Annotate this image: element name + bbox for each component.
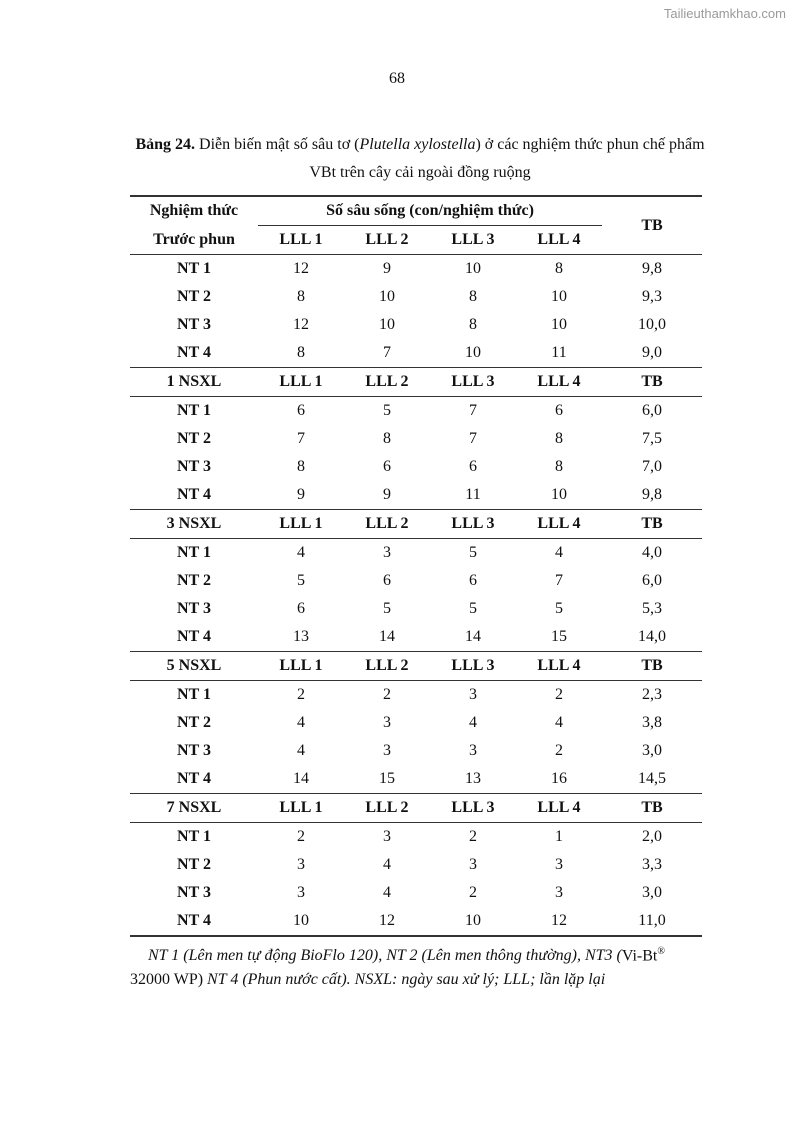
value-cell: 13 — [465, 770, 481, 787]
column-header: LLL 2 — [344, 368, 430, 397]
table-row — [130, 425, 702, 453]
mean-cell: 7,5 — [642, 430, 662, 447]
value-cell: 6 — [555, 402, 563, 419]
value-cell: 15 — [379, 770, 395, 787]
value-cell: 7 — [297, 430, 305, 447]
value-cell: 2 — [555, 742, 563, 759]
table-row — [130, 283, 702, 311]
value-cell: 5 — [383, 600, 391, 617]
value-cell: 10 — [465, 912, 481, 929]
value-cell: 3 — [383, 544, 391, 561]
value-cell: 14 — [465, 628, 481, 645]
mean-cell: 2,0 — [642, 828, 662, 845]
value-cell: 2 — [297, 828, 305, 845]
column-header: LLL 1 — [258, 226, 344, 255]
column-header: LLL 4 — [516, 652, 602, 681]
table-row — [130, 567, 702, 595]
treatment-cell: NT 2 — [177, 288, 211, 305]
value-cell: 10 — [379, 288, 395, 305]
column-header: LLL 4 — [516, 226, 602, 255]
mean-cell: 2,3 — [642, 686, 662, 703]
column-header: LLL 1 — [258, 368, 344, 397]
table-row — [130, 595, 702, 623]
value-cell: 3 — [555, 884, 563, 901]
column-header: LLL 1 — [258, 510, 344, 539]
treatment-cell: NT 1 — [177, 686, 211, 703]
mean-cell: 10,0 — [638, 316, 666, 333]
caption-label: Bảng 24. — [135, 136, 196, 153]
footnote-part-4: NT 4 (Phun nước cất). NSXL: ngày sau xử lý; LLL; lần lặp lại — [203, 971, 606, 989]
column-header: LLL 2 — [344, 652, 430, 681]
mean-cell: 14,0 — [638, 628, 666, 645]
treatment-cell: NT 4 — [177, 628, 211, 645]
value-cell: 8 — [383, 430, 391, 447]
table-row — [130, 255, 702, 284]
caption-text-after: ) ở các nghiệm thức phun chế phẩm VBt trên cây cải ngoài đồng ruộng — [309, 136, 705, 181]
value-cell: 3 — [469, 686, 477, 703]
value-cell: 13 — [293, 628, 309, 645]
value-cell: 3 — [383, 742, 391, 759]
header-tb: TB — [602, 196, 702, 255]
treatment-cell: NT 4 — [177, 344, 211, 361]
mean-cell: 5,3 — [642, 600, 662, 617]
value-cell: 5 — [555, 600, 563, 617]
treatment-cell: NT 4 — [177, 486, 211, 503]
value-cell: 10 — [379, 316, 395, 333]
value-cell: 5 — [297, 572, 305, 589]
treatment-cell: NT 3 — [177, 458, 211, 475]
mean-cell: 3,0 — [642, 884, 662, 901]
value-cell: 5 — [383, 402, 391, 419]
section-header-row — [130, 794, 702, 823]
value-cell: 12 — [293, 316, 309, 333]
footnote-sup: ® — [657, 946, 665, 957]
value-cell: 2 — [383, 686, 391, 703]
value-cell: 12 — [551, 912, 567, 929]
section-header-row — [130, 368, 702, 397]
footnote — [130, 940, 730, 992]
column-header: LLL 4 — [516, 794, 602, 823]
table-row — [130, 339, 702, 368]
value-cell: 4 — [383, 884, 391, 901]
section-label: 3 NSXL — [130, 510, 258, 539]
treatment-cell: NT 3 — [177, 600, 211, 617]
column-header: LLL 3 — [430, 794, 516, 823]
value-cell: 5 — [469, 600, 477, 617]
table-row — [130, 851, 702, 879]
section-header-row — [130, 510, 702, 539]
column-header: LLL 4 — [516, 510, 602, 539]
column-header: LLL 2 — [344, 510, 430, 539]
treatment-cell: NT 3 — [177, 316, 211, 333]
table-row — [130, 397, 702, 426]
treatment-cell: NT 1 — [177, 544, 211, 561]
value-cell: 6 — [469, 458, 477, 475]
watermark: Tailieuthamkhao.com — [663, 6, 786, 21]
value-cell: 11 — [551, 344, 567, 361]
page-number: 68 — [389, 70, 405, 87]
value-cell: 6 — [383, 458, 391, 475]
value-cell: 4 — [297, 742, 305, 759]
value-cell: 3 — [297, 856, 305, 873]
data-table — [130, 195, 702, 937]
table-row — [130, 879, 702, 907]
value-cell: 3 — [383, 714, 391, 731]
mean-cell: 3,8 — [642, 714, 662, 731]
mean-cell: 9,8 — [642, 486, 662, 503]
table-row — [130, 311, 702, 339]
column-header-tb: TB — [602, 652, 702, 681]
value-cell: 10 — [293, 912, 309, 929]
value-cell: 10 — [551, 316, 567, 333]
treatment-cell: NT 2 — [177, 714, 211, 731]
treatment-cell: NT 2 — [177, 572, 211, 589]
treatment-cell: NT 4 — [177, 770, 211, 787]
mean-cell: 9,8 — [642, 260, 662, 277]
table-row — [130, 709, 702, 737]
footnote-part-1: NT 1 (Lên men tự động BioFlo 120), NT 2 (Lên men thông thường), NT3 ( — [148, 947, 622, 965]
mean-cell: 6,0 — [642, 402, 662, 419]
value-cell: 4 — [383, 856, 391, 873]
value-cell: 4 — [297, 544, 305, 561]
value-cell: 8 — [469, 316, 477, 333]
column-header: LLL 2 — [344, 226, 430, 255]
column-header: LLL 2 — [344, 794, 430, 823]
value-cell: 7 — [469, 430, 477, 447]
value-cell: 9 — [383, 486, 391, 503]
section-label: 5 NSXL — [130, 652, 258, 681]
table-row — [130, 737, 702, 765]
value-cell: 4 — [297, 714, 305, 731]
mean-cell: 6,0 — [642, 572, 662, 589]
column-header: LLL 3 — [430, 226, 516, 255]
mean-cell: 3,0 — [642, 742, 662, 759]
table-row — [130, 453, 702, 481]
table-caption — [130, 131, 710, 187]
value-cell: 12 — [293, 260, 309, 277]
mean-cell: 4,0 — [642, 544, 662, 561]
value-cell: 8 — [555, 430, 563, 447]
treatment-cell: NT 1 — [177, 402, 211, 419]
value-cell: 9 — [383, 260, 391, 277]
value-cell: 2 — [297, 686, 305, 703]
header-treatment: Nghiệm thức — [149, 202, 239, 220]
value-cell: 10 — [465, 260, 481, 277]
value-cell: 4 — [555, 714, 563, 731]
table-row — [130, 907, 702, 936]
treatment-cell: NT 4 — [177, 912, 211, 929]
value-cell: 6 — [469, 572, 477, 589]
value-cell: 15 — [551, 628, 567, 645]
value-cell: 7 — [383, 344, 391, 361]
treatment-cell: NT 3 — [177, 884, 211, 901]
table-row — [130, 765, 702, 794]
column-header: LLL 3 — [430, 368, 516, 397]
caption-species: Plutella xylostella — [359, 136, 476, 153]
mean-cell: 9,3 — [642, 288, 662, 305]
value-cell: 3 — [555, 856, 563, 873]
table-row — [130, 481, 702, 510]
value-cell: 12 — [379, 912, 395, 929]
mean-cell: 11,0 — [638, 912, 666, 929]
value-cell: 3 — [383, 828, 391, 845]
value-cell: 14 — [379, 628, 395, 645]
section-header-row — [130, 652, 702, 681]
value-cell: 2 — [469, 884, 477, 901]
header-count-title: Số sâu sống (con/nghiệm thức) — [258, 196, 602, 226]
treatment-cell: NT 2 — [177, 856, 211, 873]
column-header-tb: TB — [602, 794, 702, 823]
mean-cell: 7,0 — [642, 458, 662, 475]
header-row-1 — [130, 196, 702, 226]
value-cell: 2 — [469, 828, 477, 845]
mean-cell: 9,0 — [642, 344, 662, 361]
value-cell: 16 — [551, 770, 567, 787]
mean-cell: 3,3 — [642, 856, 662, 873]
footnote-part-2: Vi-Bt — [621, 947, 658, 965]
table-row — [130, 539, 702, 568]
caption-text-before: Diễn biến mật số sâu tơ ( — [195, 136, 360, 153]
mean-cell: 14,5 — [638, 770, 666, 787]
value-cell: 4 — [469, 714, 477, 731]
value-cell: 8 — [469, 288, 477, 305]
treatment-cell: NT 1 — [177, 260, 211, 277]
section-label: 7 NSXL — [130, 794, 258, 823]
treatment-cell: NT 1 — [177, 828, 211, 845]
value-cell: 11 — [465, 486, 481, 503]
section-label: 1 NSXL — [130, 368, 258, 397]
value-cell: 7 — [555, 572, 563, 589]
value-cell: 8 — [297, 458, 305, 475]
treatment-cell: NT 2 — [177, 430, 211, 447]
value-cell: 7 — [469, 402, 477, 419]
table-body — [130, 196, 702, 936]
value-cell: 8 — [297, 288, 305, 305]
value-cell: 9 — [297, 486, 305, 503]
column-header: LLL 3 — [430, 652, 516, 681]
table-row — [130, 623, 702, 652]
value-cell: 6 — [297, 402, 305, 419]
value-cell: 6 — [383, 572, 391, 589]
table-row — [130, 823, 702, 852]
value-cell: 4 — [555, 544, 563, 561]
value-cell: 2 — [555, 686, 563, 703]
column-header: LLL 1 — [258, 794, 344, 823]
column-header: LLL 3 — [430, 510, 516, 539]
value-cell: 8 — [555, 260, 563, 277]
value-cell: 10 — [465, 344, 481, 361]
value-cell: 10 — [551, 486, 567, 503]
value-cell: 8 — [297, 344, 305, 361]
column-header: LLL 1 — [258, 652, 344, 681]
footnote-part-3: 32000 WP) — [130, 971, 204, 989]
value-cell: 10 — [551, 288, 567, 305]
value-cell: 1 — [555, 828, 563, 845]
value-cell: 5 — [469, 544, 477, 561]
treatment-cell: NT 3 — [177, 742, 211, 759]
value-cell: 3 — [469, 742, 477, 759]
table-row — [130, 681, 702, 710]
value-cell: 3 — [469, 856, 477, 873]
value-cell: 3 — [297, 884, 305, 901]
section-label: Trước phun — [130, 226, 258, 255]
value-cell: 6 — [297, 600, 305, 617]
value-cell: 14 — [293, 770, 309, 787]
column-header-tb: TB — [602, 368, 702, 397]
value-cell: 8 — [555, 458, 563, 475]
column-header-tb: TB — [602, 510, 702, 539]
column-header: LLL 4 — [516, 368, 602, 397]
